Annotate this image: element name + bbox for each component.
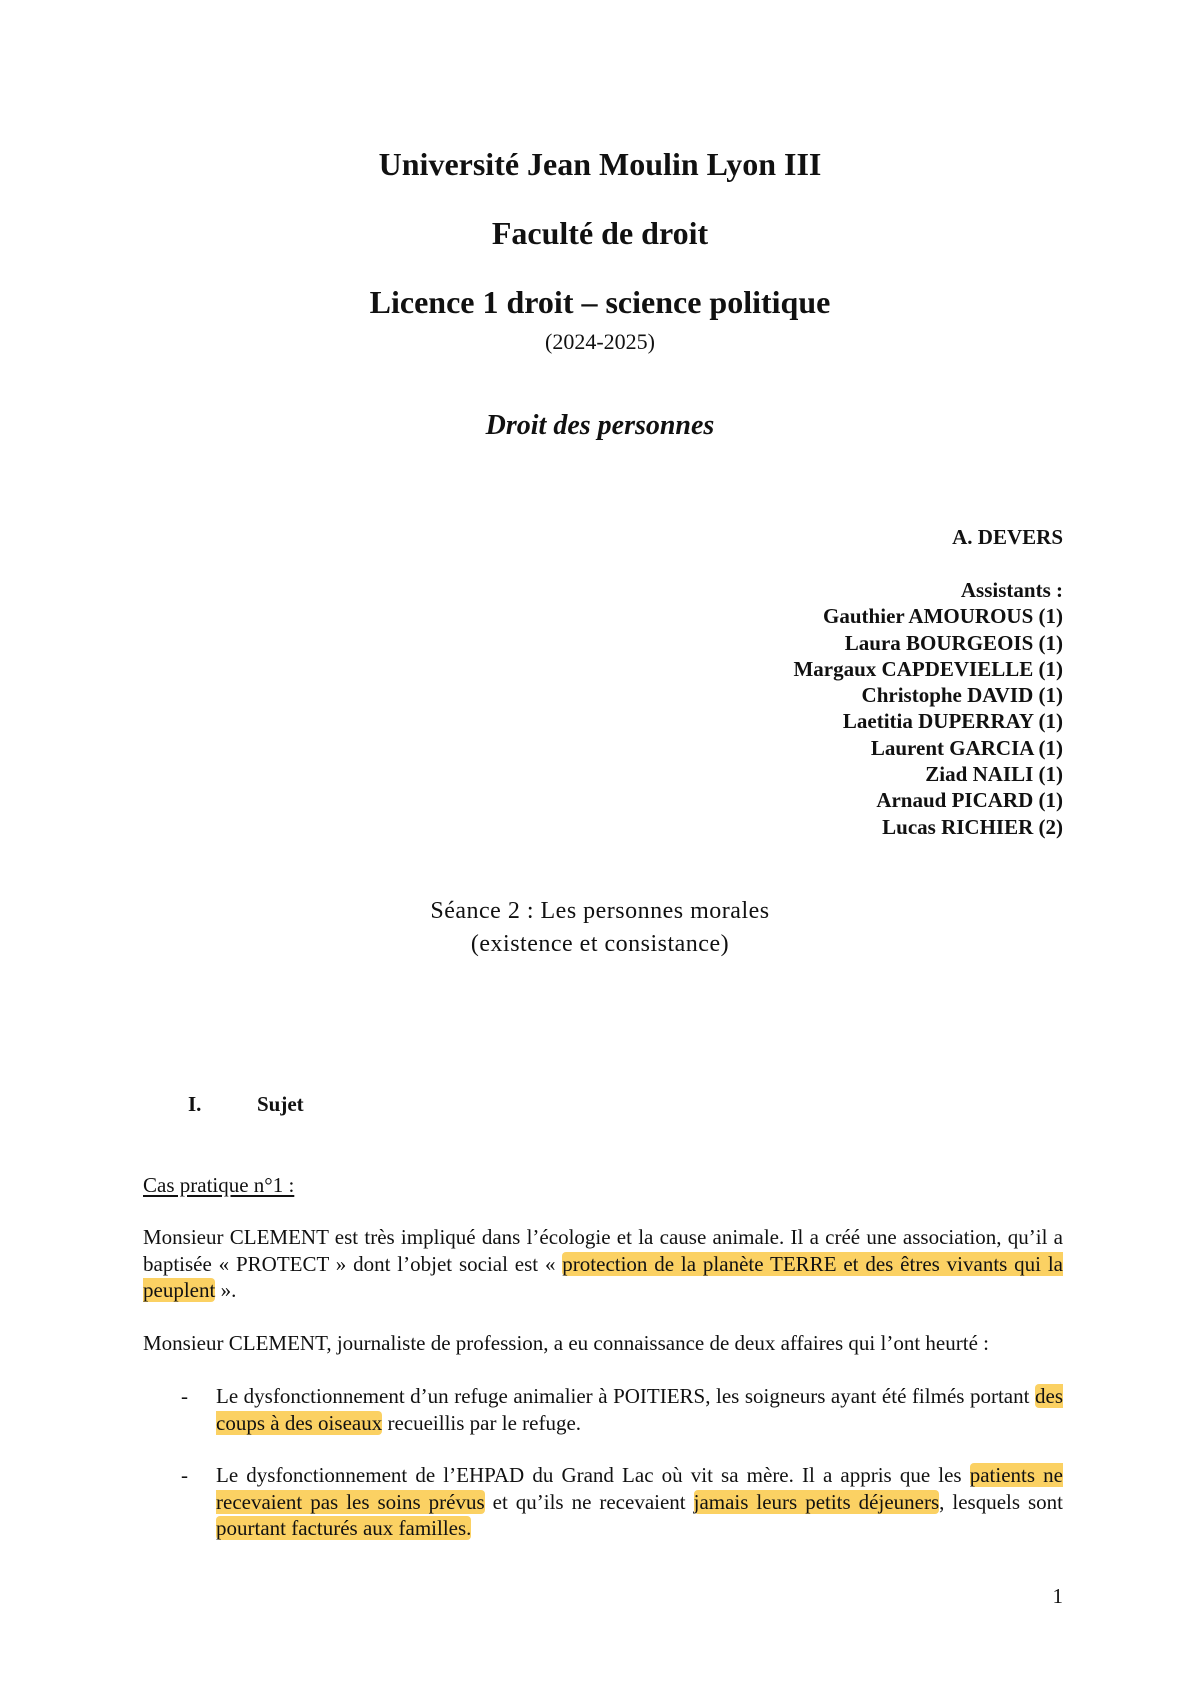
- university-title: Université Jean Moulin Lyon III: [378, 146, 822, 182]
- text: , lesquels sont: [939, 1489, 1063, 1514]
- paragraph-1: [143, 1224, 1063, 1304]
- assistant: Laurent GARCIA (1): [870, 735, 1063, 760]
- text: ».: [215, 1278, 237, 1302]
- paragraph-2: Monsieur CLEMENT, journaliste de profession, a eu connaissance de deux affaires qui l’ont heurté :: [143, 1331, 989, 1355]
- course-title: Droit des personnes: [485, 410, 715, 441]
- assistant: Margaux CAPDEVIELLE (1): [793, 656, 1063, 681]
- assistant: Ziad NAILI (1): [925, 762, 1063, 787]
- highlight: pourtant facturés aux familles.: [216, 1516, 472, 1540]
- text: Monsieur CLEMENT est très impliqué dans l’écologie et la cause animale. Il a créé une association, qu’il a baptisée « PROTECT » dont l’objet social est «: [143, 1225, 1063, 1276]
- session-title: [0, 895, 1200, 961]
- text: Le dysfonctionnement d’un refuge animalier à POITIERS, les soigneurs ayant été filmés portant: [216, 1384, 1035, 1408]
- assistant: Lucas RICHIER (2): [882, 814, 1063, 839]
- assistants-label: Assistants :: [960, 578, 1063, 602]
- section-number: I.: [188, 1092, 202, 1116]
- bullet-item-2: [143, 1462, 1063, 1542]
- text: recueillis par le refuge.: [382, 1410, 582, 1435]
- assistant: Arnaud PICARD (1): [876, 788, 1063, 813]
- assistant: Christophe DAVID (1): [861, 683, 1063, 708]
- session-line-1: Séance 2 : Les personnes morales: [430, 898, 770, 924]
- highlight: patients ne recevaient pas les soins prévus: [216, 1463, 1063, 1514]
- faculty-title: Faculté de droit: [491, 215, 709, 251]
- case-title-text: Cas pratique n°1 :: [143, 1173, 295, 1197]
- case-title: [143, 1172, 1063, 1199]
- text: et qu’ils ne recevaient: [484, 1489, 694, 1514]
- program-title: Licence 1 droit – science politique: [369, 284, 831, 320]
- assistants-list: [793, 577, 1063, 840]
- text: Le dysfonctionnement de l’EHPAD du Grand Lac où vit sa mère. Il a appris que les: [216, 1463, 970, 1487]
- assistant: Gauthier AMOUROUS (1): [823, 604, 1063, 629]
- page-number: 1: [1052, 1584, 1063, 1608]
- bullet-dash: -: [181, 1384, 188, 1408]
- assistant: Laetitia DUPERRAY (1): [842, 709, 1063, 734]
- bullet-item-1: [143, 1383, 1063, 1436]
- highlight: jamais leurs petits déjeuners: [693, 1489, 940, 1514]
- assistant: Laura BOURGEOIS (1): [844, 630, 1063, 655]
- highlight: des coups à des oiseaux: [216, 1384, 1063, 1435]
- highlight: protection de la planète TERRE et des êtres vivants qui la peuplent: [143, 1251, 1063, 1302]
- bullet-dash: -: [181, 1463, 188, 1487]
- session-line-2: (existence et consistance): [470, 931, 730, 957]
- professor-name: A. DEVERS: [952, 525, 1063, 549]
- academic-year: (2024-2025): [545, 329, 655, 354]
- section-title: Sujet: [257, 1092, 304, 1116]
